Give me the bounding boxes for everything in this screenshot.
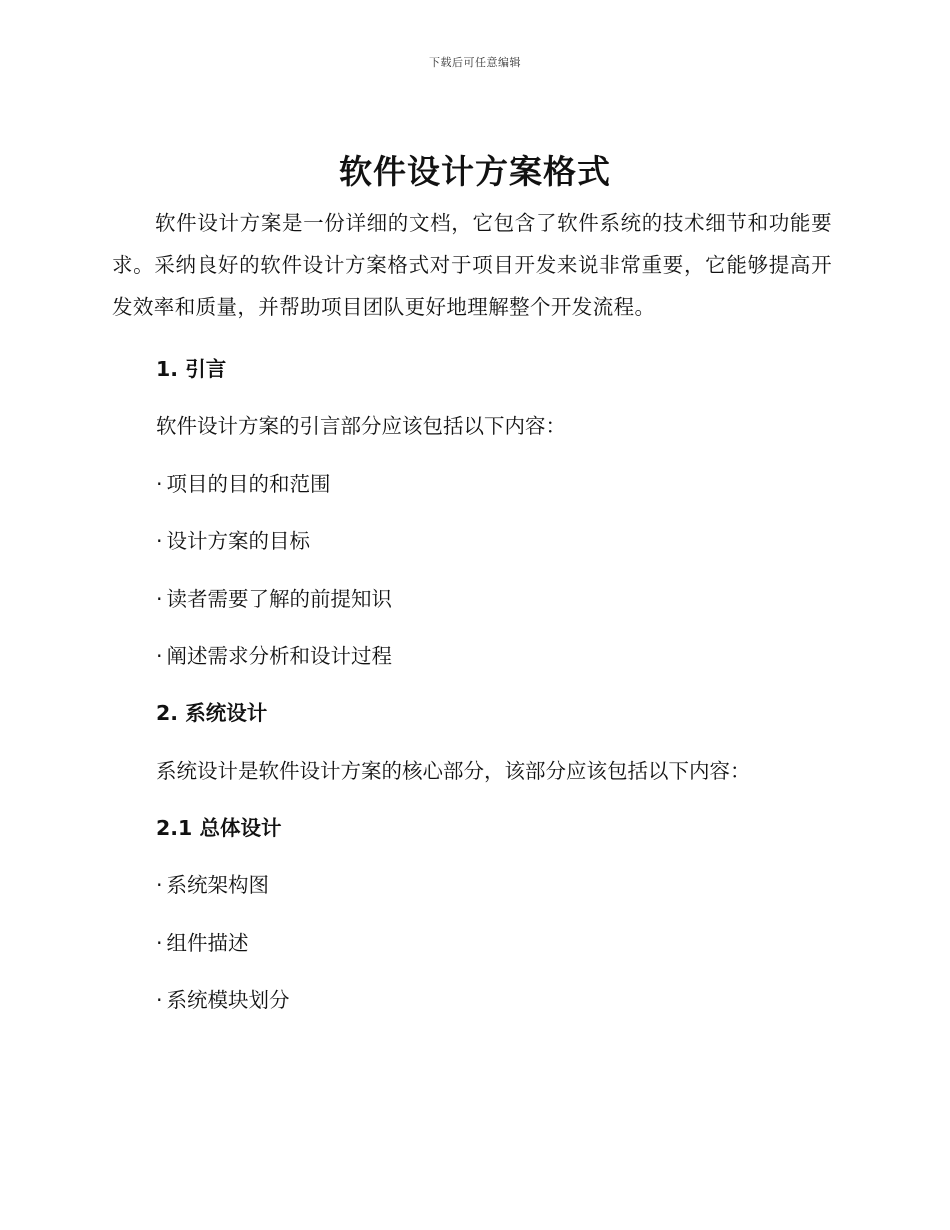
- section-2-1-heading: 2.1 总体设计: [156, 816, 282, 840]
- section-2-heading: 2. 系统设计: [156, 701, 268, 725]
- section-1-heading: 1. 引言: [156, 357, 227, 381]
- bullet-marker: ·: [156, 529, 163, 553]
- list-item: [156, 985, 856, 1015]
- list-item: [156, 526, 856, 556]
- bullet-marker: ·: [156, 988, 163, 1012]
- list-item-text: 系统架构图: [166, 873, 270, 897]
- list-item: [156, 928, 856, 958]
- list-item-text: 项目的目的和范围: [166, 472, 331, 496]
- list-item-text: 设计方案的目标: [166, 529, 311, 553]
- list-item-text: 组件描述: [166, 931, 249, 955]
- section-2-lead: 系统设计是软件设计方案的核心部分，该部分应该包括以下内容：: [156, 759, 751, 783]
- list-item: [156, 584, 856, 614]
- intro-paragraph: 软件设计方案是一份详细的文档，它包含了软件系统的技术细节和功能要求。采纳良好的软件设计方案格式对于项目开发来说非常重要，它能够提高开发效率和质量，并帮助项目团队更好地理解整个开发流程。: [112, 211, 832, 319]
- bullet-marker: ·: [156, 472, 163, 496]
- header-note: 下载后可任意编辑: [429, 56, 521, 69]
- list-item: [156, 469, 856, 499]
- list-item-text: 阐述需求分析和设计过程: [166, 644, 393, 668]
- list-item: [156, 641, 856, 671]
- list-item-text: 系统模块划分: [166, 988, 290, 1012]
- bullet-marker: ·: [156, 644, 163, 668]
- document-title: 软件设计方案格式: [339, 152, 611, 191]
- list-item-text: 读者需要了解的前提知识: [166, 587, 393, 611]
- list-item: [156, 870, 856, 900]
- bullet-marker: ·: [156, 587, 163, 611]
- bullet-marker: ·: [156, 931, 163, 955]
- section-1-lead: 软件设计方案的引言部分应该包括以下内容：: [156, 414, 566, 438]
- bullet-marker: ·: [156, 873, 163, 897]
